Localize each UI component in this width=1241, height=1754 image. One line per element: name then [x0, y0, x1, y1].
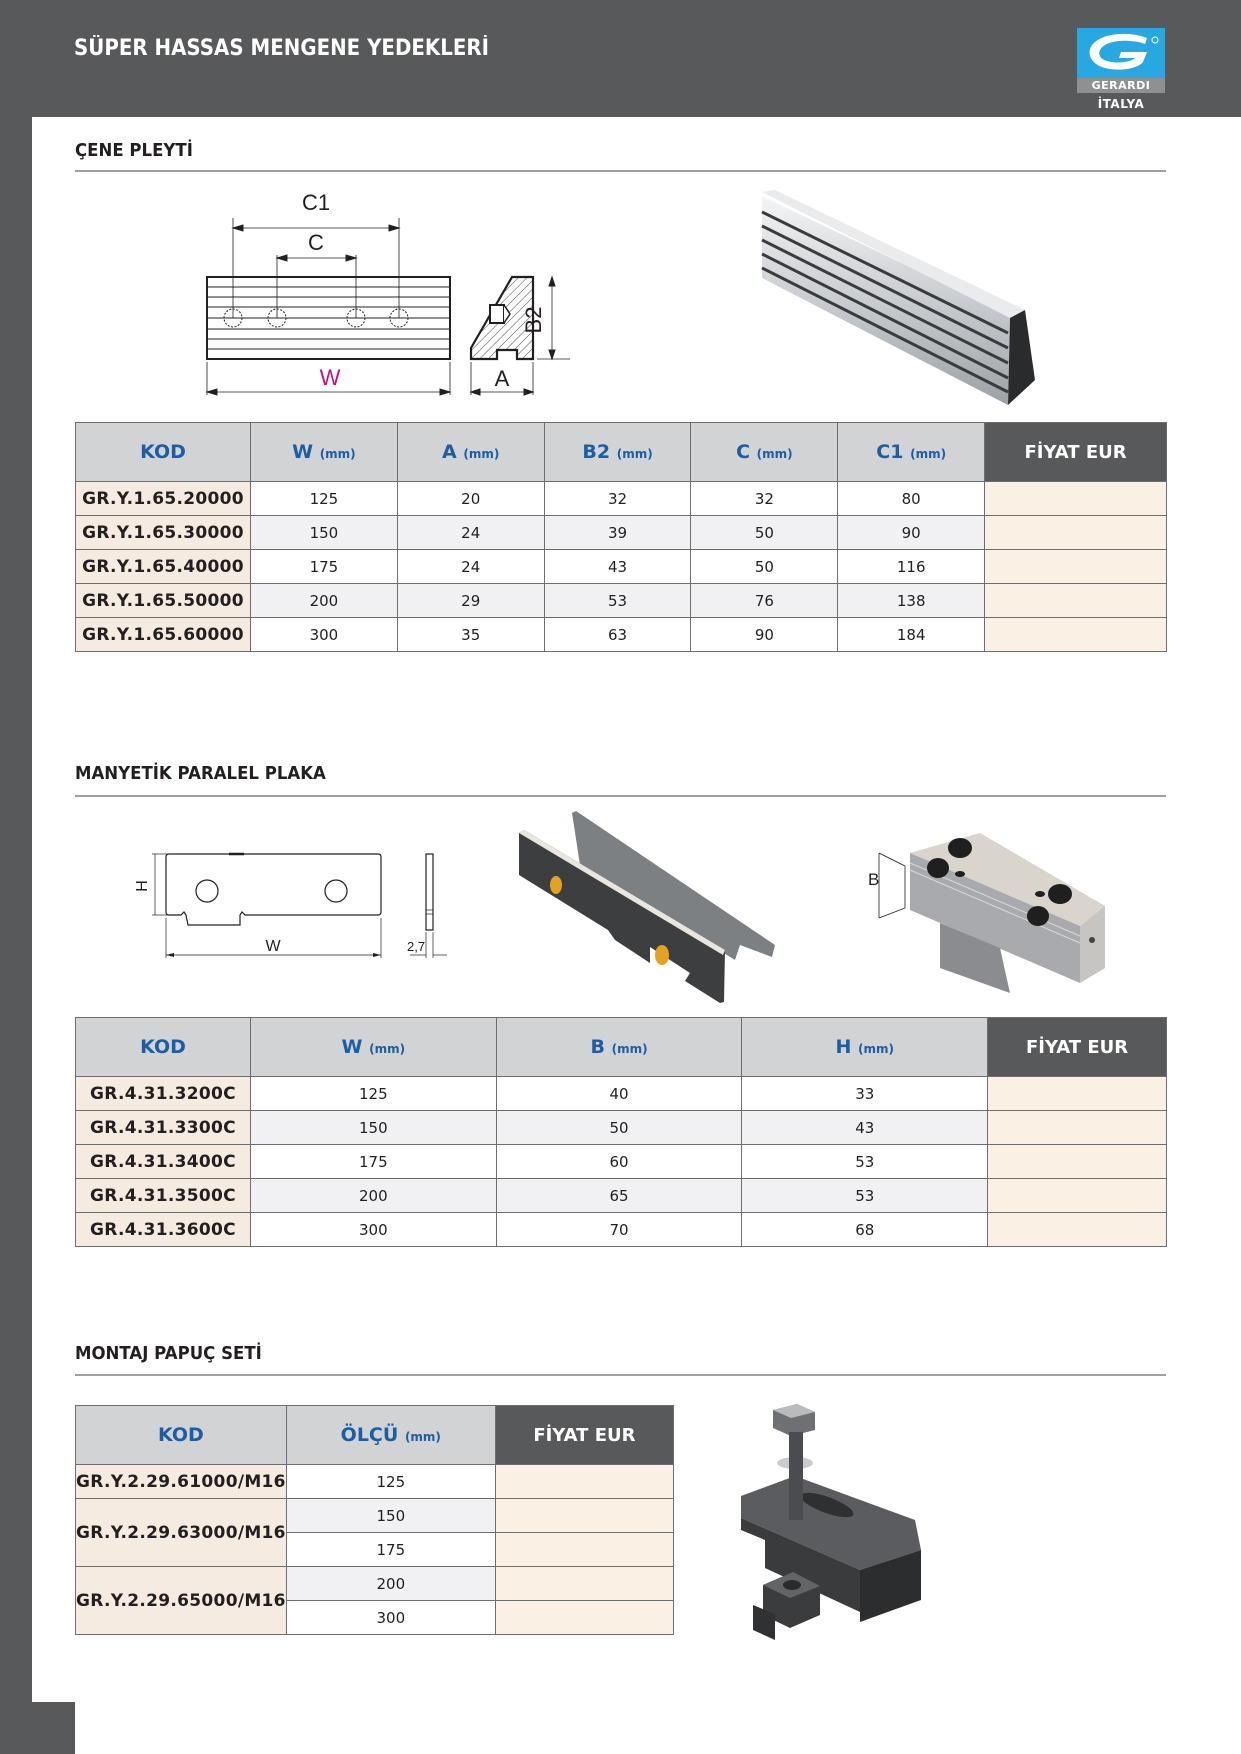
price-cell — [985, 618, 1167, 652]
value-size: 200 — [286, 1567, 495, 1601]
dim-label-b: B — [868, 870, 880, 889]
value-c1: 80 — [838, 482, 985, 516]
value-size: 300 — [286, 1601, 495, 1635]
value-b2: 63 — [544, 618, 691, 652]
section-title-magnetic-parallel-plate: MANYETİK PARALEL PLAKA — [75, 763, 326, 784]
value-c1: 90 — [838, 516, 985, 550]
table-row — [76, 1077, 1167, 1111]
price-cell — [985, 516, 1167, 550]
price-cell — [985, 482, 1167, 516]
price-cell — [495, 1465, 673, 1499]
price-cell — [495, 1601, 673, 1635]
value-w: 175 — [250, 1145, 496, 1179]
product-code: GR.Y.2.29.65000/M16 — [76, 1567, 287, 1635]
dim-label-thickness: 2,7 — [407, 939, 426, 954]
table-header-row — [76, 1018, 1167, 1077]
value-h: 53 — [742, 1145, 988, 1179]
dim-label-b2: B2 — [521, 306, 546, 334]
product-code: GR.4.31.3500C — [76, 1179, 251, 1213]
column-header-a: A (mm) — [397, 423, 544, 482]
column-header-b: B (mm) — [496, 1018, 742, 1077]
dim-label-a: A — [494, 366, 510, 391]
value-w: 150 — [250, 1111, 496, 1145]
price-cell — [988, 1111, 1167, 1145]
price-cell — [985, 550, 1167, 584]
logo-g-mark-icon — [1077, 28, 1165, 78]
mounting-clamp-product-photo — [735, 1400, 935, 1645]
value-b2: 32 — [544, 482, 691, 516]
column-header-w: W (mm) — [250, 1018, 496, 1077]
product-code: GR.4.31.3600C — [76, 1213, 251, 1247]
table-row — [76, 1179, 1167, 1213]
column-header-w: W (mm) — [250, 423, 397, 482]
value-c: 50 — [691, 516, 838, 550]
price-cell — [495, 1533, 673, 1567]
value-c1: 116 — [838, 550, 985, 584]
column-header-c: C (mm) — [691, 423, 838, 482]
value-w: 125 — [250, 1077, 496, 1111]
section-divider — [75, 795, 1166, 797]
value-w: 200 — [250, 1179, 496, 1213]
value-w: 150 — [250, 516, 397, 550]
value-w: 200 — [250, 584, 397, 618]
jaw-plate-product-photo — [755, 190, 1055, 410]
value-w: 300 — [250, 1213, 496, 1247]
column-header-code: KOD — [76, 1406, 287, 1465]
table-row — [76, 1567, 674, 1601]
value-a: 24 — [397, 550, 544, 584]
value-b: 60 — [496, 1145, 742, 1179]
product-code: GR.4.31.3300C — [76, 1111, 251, 1145]
table-row — [76, 1499, 674, 1533]
value-b2: 53 — [544, 584, 691, 618]
column-header-b2: B2 (mm) — [544, 423, 691, 482]
price-cell — [988, 1213, 1167, 1247]
section-divider — [75, 1374, 1166, 1376]
value-c: 50 — [691, 550, 838, 584]
magnetic-block-product-photo — [860, 828, 1120, 998]
column-header-price: FİYAT EUR — [495, 1406, 673, 1465]
page-title: SÜPER HASSAS MENGENE YEDEKLERİ — [74, 36, 490, 61]
magnetic-plate-product-photo — [510, 805, 780, 1005]
dim-label-c1: C1 — [301, 190, 331, 215]
value-w: 175 — [250, 550, 397, 584]
price-cell — [988, 1077, 1167, 1111]
value-b2: 43 — [544, 550, 691, 584]
table-row — [76, 1111, 1167, 1145]
price-cell — [988, 1145, 1167, 1179]
dim-label-w: W — [265, 938, 281, 955]
price-cell — [988, 1179, 1167, 1213]
brand-logo — [1077, 28, 1165, 93]
value-size: 175 — [286, 1533, 495, 1567]
value-c: 32 — [691, 482, 838, 516]
table-row — [76, 516, 1167, 550]
column-header-price: FİYAT EUR — [988, 1018, 1167, 1077]
column-header-size: ÖLÇÜ (mm) — [286, 1406, 495, 1465]
value-c: 76 — [691, 584, 838, 618]
column-header-code: KOD — [76, 423, 251, 482]
table-header-row — [76, 1406, 674, 1465]
jaw-plate-technical-drawing — [190, 190, 650, 400]
table-row — [76, 584, 1167, 618]
value-c: 90 — [691, 618, 838, 652]
logo-country: İTALYA — [1097, 97, 1145, 111]
table-header-row — [76, 423, 1167, 482]
table-row — [76, 1145, 1167, 1179]
table-row — [76, 618, 1167, 652]
price-cell — [495, 1499, 673, 1533]
product-code: GR.Y.1.65.60000 — [76, 618, 251, 652]
jaw-plate-side-section — [471, 277, 570, 395]
mounting-clamp-table — [75, 1405, 674, 1635]
section-title-mounting-clamp-set: MONTAJ PAPUÇ SETİ — [75, 1343, 262, 1364]
value-size: 125 — [286, 1465, 495, 1499]
magnetic-plate-table — [75, 1017, 1167, 1247]
bottom-frame-block — [0, 1702, 75, 1754]
value-b: 40 — [496, 1077, 742, 1111]
value-h: 53 — [742, 1179, 988, 1213]
section-title-jaw-plate: ÇENE PLEYTİ — [75, 140, 193, 161]
logo-brand-name: GERARDI — [1077, 78, 1165, 93]
value-h: 43 — [742, 1111, 988, 1145]
product-code: GR.Y.1.65.50000 — [76, 584, 251, 618]
value-c1: 184 — [838, 618, 985, 652]
table-row — [76, 482, 1167, 516]
product-code: GR.Y.2.29.63000/M16 — [76, 1499, 287, 1567]
section-divider — [75, 170, 1166, 172]
value-w: 300 — [250, 618, 397, 652]
value-a: 20 — [397, 482, 544, 516]
dim-label-c: C — [308, 230, 324, 255]
product-code: GR.Y.2.29.61000/M16 — [76, 1465, 287, 1499]
table-row — [76, 1465, 674, 1499]
price-cell — [495, 1567, 673, 1601]
value-h: 33 — [742, 1077, 988, 1111]
column-header-price: FİYAT EUR — [985, 423, 1167, 482]
value-b2: 39 — [544, 516, 691, 550]
product-code: GR.Y.1.65.20000 — [76, 482, 251, 516]
product-code: GR.Y.1.65.40000 — [76, 550, 251, 584]
value-b: 65 — [496, 1179, 742, 1213]
value-a: 24 — [397, 516, 544, 550]
value-h: 68 — [742, 1213, 988, 1247]
value-a: 29 — [397, 584, 544, 618]
product-code: GR.Y.1.65.30000 — [76, 516, 251, 550]
dim-label-w: W — [319, 365, 341, 390]
price-cell — [985, 584, 1167, 618]
table-row — [76, 1213, 1167, 1247]
jaw-plate-table — [75, 422, 1167, 652]
column-header-c1: C1 (mm) — [838, 423, 985, 482]
value-c1: 138 — [838, 584, 985, 618]
column-header-code: KOD — [76, 1018, 251, 1077]
product-code: GR.4.31.3400C — [76, 1145, 251, 1179]
value-size: 150 — [286, 1499, 495, 1533]
dim-label-h: H — [134, 880, 151, 892]
value-b: 70 — [496, 1213, 742, 1247]
value-b: 50 — [496, 1111, 742, 1145]
value-w: 125 — [250, 482, 397, 516]
product-code: GR.4.31.3200C — [76, 1077, 251, 1111]
value-a: 35 — [397, 618, 544, 652]
magnetic-plate-technical-drawing — [125, 840, 455, 965]
left-frame-bar — [0, 0, 32, 1754]
table-row — [76, 550, 1167, 584]
column-header-h: H (mm) — [742, 1018, 988, 1077]
